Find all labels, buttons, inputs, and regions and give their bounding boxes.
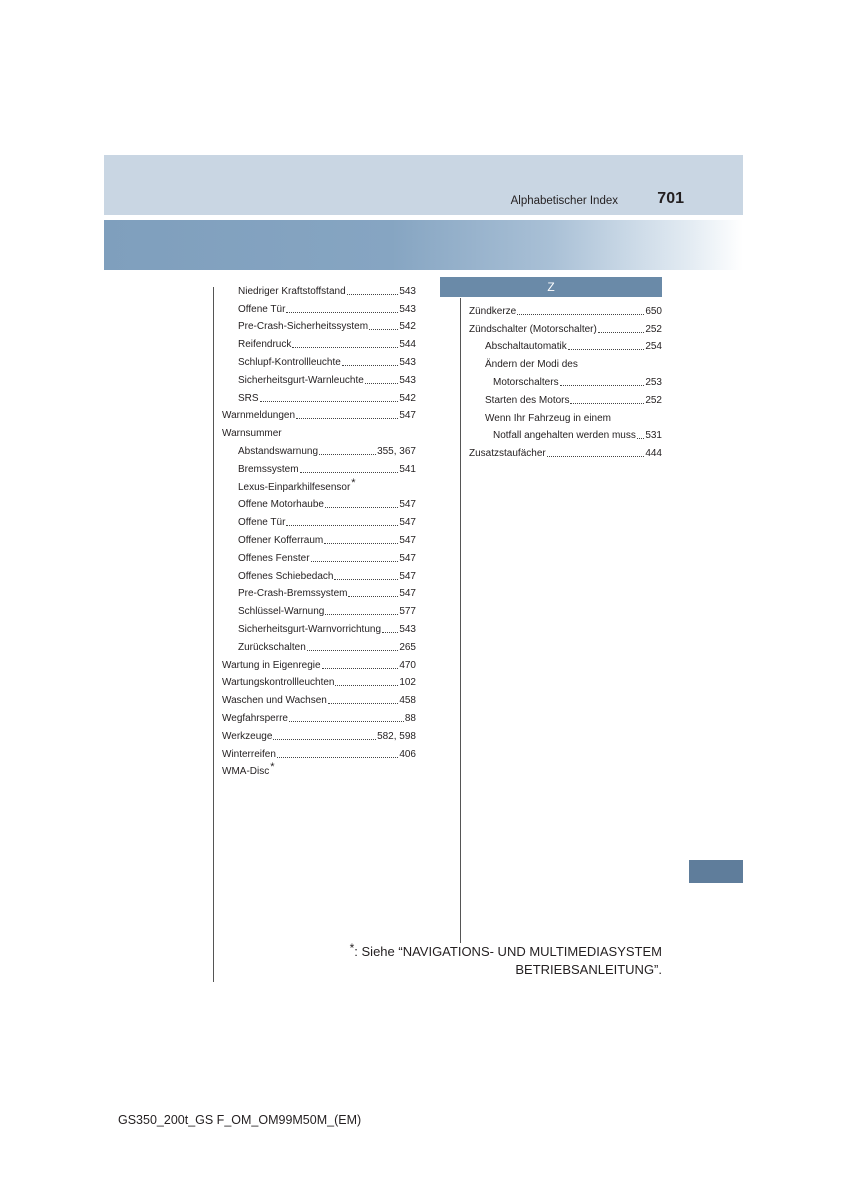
index-entry-label: Offene Tür xyxy=(238,517,286,529)
index-entry-page: 547 xyxy=(399,552,416,564)
index-entry-label: Winterreifen xyxy=(222,748,276,760)
index-entry-label: Offener Kofferraum xyxy=(238,534,324,546)
dot-leader xyxy=(289,721,404,722)
dot-leader xyxy=(365,383,399,384)
index-entry xyxy=(222,583,416,601)
dot-leader xyxy=(382,632,398,633)
index-entry-page: 355, 367 xyxy=(377,445,416,457)
index-entry xyxy=(222,761,416,779)
dot-leader xyxy=(319,454,376,455)
index-entry-label: Sicherheitsgurt-Warnvorrichtung xyxy=(238,623,382,635)
index-entry-page: 542 xyxy=(399,321,416,333)
index-entry-label: Waschen und Wachsen xyxy=(222,695,327,707)
index-entry-label: Notfall angehalten werden muss xyxy=(493,430,636,442)
index-entry-label: Zündkerze xyxy=(469,305,517,317)
dot-leader xyxy=(369,329,398,330)
index-entry-label: Warnsummer xyxy=(222,428,282,440)
index-entry xyxy=(222,636,416,654)
index-entry-page: 543 xyxy=(399,374,416,386)
index-entry xyxy=(222,387,416,405)
index-entry xyxy=(222,600,416,618)
index-entry xyxy=(222,458,416,476)
index-entry-page: 547 xyxy=(399,534,416,546)
dot-leader xyxy=(517,314,644,315)
index-entry-label: Offene Tür xyxy=(238,303,286,315)
footnote-line-1: *: Siehe “NAVIGATIONS- UND MULTIMEDIASYSTEM xyxy=(349,941,662,959)
index-entry-page: 102 xyxy=(399,677,416,689)
dot-leader xyxy=(296,418,398,419)
index-entry-page: 547 xyxy=(399,499,416,511)
index-entry-page: 547 xyxy=(399,517,416,529)
left-column-divider xyxy=(213,287,214,982)
index-entry xyxy=(222,494,416,512)
index-entry-page: 252 xyxy=(645,394,662,406)
index-entry xyxy=(222,618,416,636)
index-entry-page: 252 xyxy=(645,323,662,335)
index-entry xyxy=(469,318,662,336)
index-entry-page: 406 xyxy=(399,748,416,760)
index-entry xyxy=(469,300,662,318)
dot-leader xyxy=(286,312,398,313)
dot-leader xyxy=(286,525,398,526)
index-entry-label: Zündschalter (Motorschalter) xyxy=(469,323,597,335)
dot-leader xyxy=(335,685,398,686)
dot-leader xyxy=(570,403,644,404)
index-entry-label: Warnmeldungen xyxy=(222,410,296,422)
dot-leader xyxy=(292,347,398,348)
index-entry xyxy=(222,689,416,707)
index-entry-label: Ändern der Modi des xyxy=(485,359,578,371)
dot-leader xyxy=(568,349,645,350)
index-entry xyxy=(469,353,662,371)
index-entry-label: Pre-Crash-Bremssystem xyxy=(238,588,348,600)
index-entry xyxy=(469,407,662,425)
dot-leader xyxy=(348,596,398,597)
dot-leader xyxy=(560,385,645,386)
index-entry-label: Wenn Ihr Fahrzeug in einem xyxy=(485,412,611,424)
dot-leader xyxy=(300,472,399,473)
index-entry-label: Reifendruck xyxy=(238,339,292,351)
index-entry xyxy=(222,511,416,529)
index-entry xyxy=(222,672,416,690)
index-entry-page: 542 xyxy=(399,392,416,404)
index-entry-page: 458 xyxy=(399,695,416,707)
index-entry-page: 470 xyxy=(399,659,416,671)
index-entry-page: 547 xyxy=(399,588,416,600)
index-entry xyxy=(469,371,662,389)
footer-document-code: GS350_200t_GS F_OM_OM99M50M_(EM) xyxy=(118,1113,362,1127)
dot-leader xyxy=(598,332,644,333)
dot-leader xyxy=(311,561,399,562)
index-entry-label: Abstandswarnung xyxy=(238,445,319,457)
index-entry xyxy=(222,547,416,565)
index-entry-label: WMA-Disc xyxy=(222,766,270,778)
index-entry-label: Wartung in Eigenregie xyxy=(222,659,321,671)
dot-leader xyxy=(260,401,399,402)
dot-leader xyxy=(307,650,399,651)
index-entry-label: Abschaltautomatik xyxy=(485,341,567,353)
index-entry-label: Wartungskontrollleuchten xyxy=(222,677,335,689)
dot-leader xyxy=(328,703,398,704)
index-entry xyxy=(469,425,662,443)
dot-leader xyxy=(547,456,645,457)
index-entry-label: Zurückschalten xyxy=(238,641,306,653)
index-entry-page: 543 xyxy=(399,623,416,635)
index-entry-label: Niedriger Kraftstoffstand xyxy=(238,285,346,297)
index-entry-page: 650 xyxy=(645,305,662,317)
footnote xyxy=(300,943,662,978)
dot-leader xyxy=(325,507,398,508)
section-title: Alphabetischer Index xyxy=(510,195,618,207)
index-entry xyxy=(222,298,416,316)
footnote-reference-star: * xyxy=(270,761,275,774)
index-entry-page: 543 xyxy=(399,303,416,315)
dot-leader xyxy=(342,365,398,366)
index-entry-label: Schlüssel-Warnung xyxy=(238,606,325,618)
index-entry xyxy=(222,351,416,369)
footnote-line-2: BETRIEBSANLEITUNG”. xyxy=(515,962,662,977)
index-entry-label: Sicherheitsgurt-Warnleuchte xyxy=(238,374,364,386)
index-entry xyxy=(222,476,416,494)
dot-leader xyxy=(325,614,398,615)
index-entry-page: 253 xyxy=(645,376,662,388)
index-entry-label: Wegfahrsperre xyxy=(222,712,288,724)
index-entry-page: 582, 598 xyxy=(377,730,416,742)
index-entry-label: Bremssystem xyxy=(238,463,299,475)
index-entry-page: 88 xyxy=(404,712,416,724)
index-entry-label: Schlupf-Kontrollleuchte xyxy=(238,356,341,368)
index-entry xyxy=(222,422,416,440)
index-entry-page: 577 xyxy=(399,606,416,618)
index-entry xyxy=(222,405,416,423)
footnote-reference-star: * xyxy=(351,476,356,489)
dot-leader xyxy=(322,668,399,669)
index-entry xyxy=(222,280,416,298)
index-entry-page: 543 xyxy=(399,285,416,297)
index-entry-label: Zusatzstaufächer xyxy=(469,448,546,460)
index-entry-label: Starten des Motors xyxy=(485,394,570,406)
index-entry-label: Lexus-Einparkhilfesensor xyxy=(238,481,351,493)
index-entry-label: Werkzeuge xyxy=(222,730,273,742)
index-entry xyxy=(222,654,416,672)
thumb-index-tab xyxy=(689,860,743,883)
index-entry-label: Offenes Schiebedach xyxy=(238,570,334,582)
index-entry-page: 254 xyxy=(645,341,662,353)
index-entry xyxy=(222,440,416,458)
dot-leader xyxy=(324,543,398,544)
index-entry-label: Offenes Fenster xyxy=(238,552,310,564)
index-entry-label: SRS xyxy=(238,392,259,404)
index-entry-page: 541 xyxy=(399,463,416,475)
index-entry-page: 444 xyxy=(645,448,662,460)
index-entry xyxy=(222,743,416,761)
dot-leader xyxy=(637,438,644,439)
index-entry xyxy=(469,442,662,460)
dot-leader xyxy=(347,294,399,295)
index-entry-page: 547 xyxy=(399,410,416,422)
index-entry-page: 531 xyxy=(645,430,662,442)
index-entry-page: 544 xyxy=(399,339,416,351)
section-letter-header: Z xyxy=(440,277,662,297)
index-left-column xyxy=(222,280,416,778)
dot-leader xyxy=(277,757,398,758)
page-number: 701 xyxy=(657,190,684,207)
index-entry xyxy=(222,333,416,351)
index-entry xyxy=(222,725,416,743)
header-gradient-band xyxy=(104,220,743,270)
dot-leader xyxy=(334,579,398,580)
index-entry-label: Offene Motorhaube xyxy=(238,499,324,511)
footnote-star: * xyxy=(349,941,355,955)
index-entry-label: Pre-Crash-Sicherheitssystem xyxy=(238,321,369,333)
index-right-column xyxy=(469,300,662,460)
index-entry xyxy=(469,389,662,407)
center-column-divider xyxy=(460,298,461,943)
index-entry xyxy=(222,707,416,725)
index-entry xyxy=(222,316,416,334)
index-entry-page: 265 xyxy=(399,641,416,653)
index-entry xyxy=(222,369,416,387)
index-entry xyxy=(222,565,416,583)
index-entry-page: 543 xyxy=(399,356,416,368)
index-entry-page: 547 xyxy=(399,570,416,582)
index-entry xyxy=(469,336,662,354)
index-entry-label: Motorschalters xyxy=(493,376,559,388)
dot-leader xyxy=(273,739,376,740)
index-entry xyxy=(222,529,416,547)
